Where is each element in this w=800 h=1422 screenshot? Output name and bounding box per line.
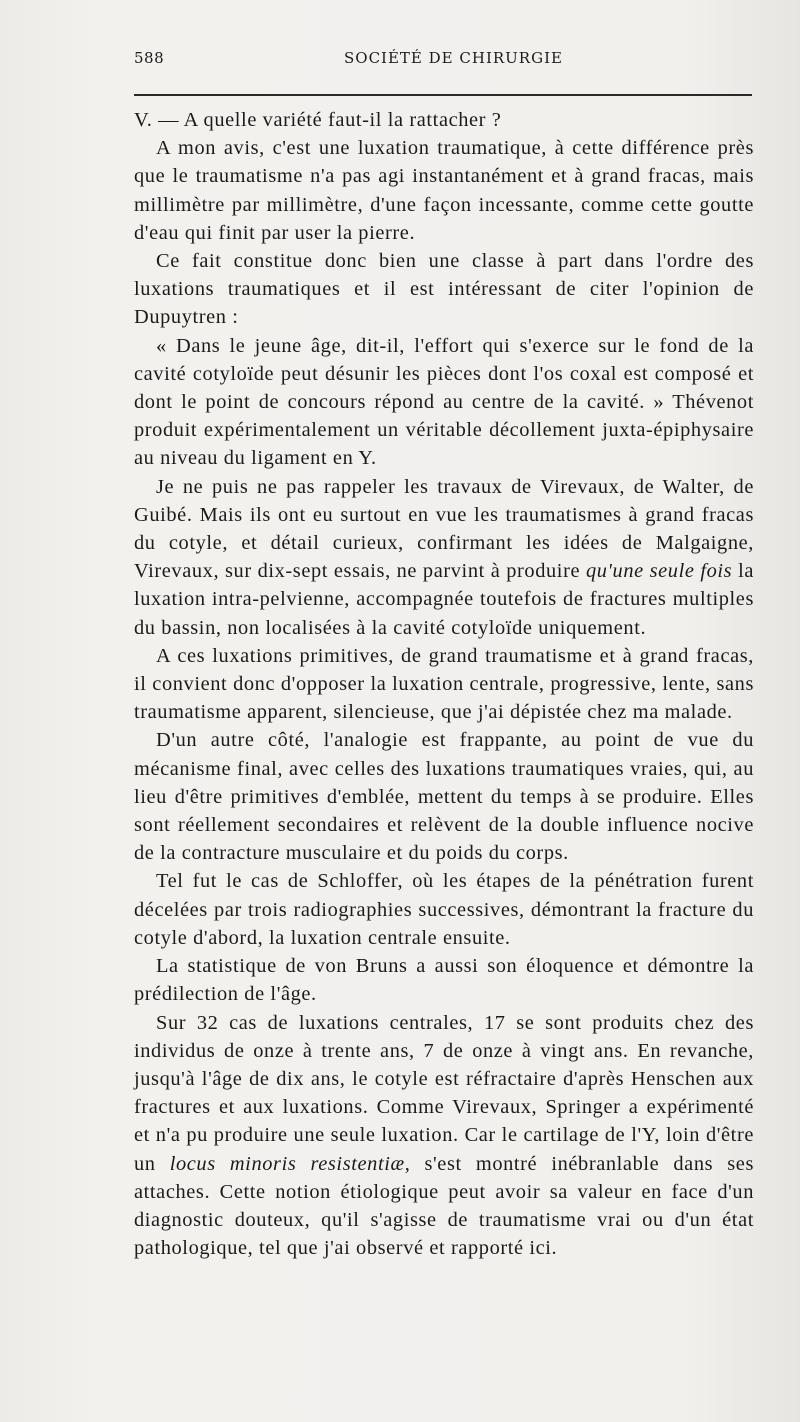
paragraph <box>134 473 754 642</box>
paragraph: La statistique de von Bruns a aussi son éloquence et démontre la prédilection de l'âge. <box>134 955 754 1006</box>
paragraph: « Dans le jeune âge, dit-il, l'effort qui s'exerce sur le fond de la cavité cotyloïde peut désunir les pièces dont l'os coxal est composé et dont le point de concours répond au centre de la cavité. » Thévenot produit expérimentalement un véritable décollement juxta-épiphysaire au niveau du ligament en Y. <box>134 334 754 470</box>
paragraph: Tel fut le cas de Schloffer, où les étapes de la pénétration furent décelées par trois radiographies successives, démontrant la fracture du cotyle d'abord, la luxation centrale ensuite. <box>134 870 754 949</box>
italic-run: locus minoris resistentiæ <box>169 1152 405 1175</box>
body-text <box>134 106 754 1262</box>
paragraph: Ce fait constitue donc bien une classe à part dans l'ordre des luxations traumatiques et il est intéressant de citer l'opinion de Dupuytren : <box>134 250 754 329</box>
text-run: Sur 32 cas de luxations centrales, 17 se sont produits chez des individus de onze à trente ans, 7 de onze à vingt ans. En revanche, jusqu'à l'âge de dix ans, le cotyle est réfractaire d'après Henschen aux fractures et aux luxations. Comme Virevaux, Springer a expérimenté et n'a pu produire une seule luxation. Car le cartilage de l'Y, loin d'être un <box>134 1011 754 1175</box>
paragraph: A ces luxations primitives, de grand traumatisme et à grand fracas, il convient donc d'opposer la luxation centrale, progressive, lente, sans traumatisme apparent, silencieuse, que j'ai dépistée chez ma malade. <box>134 644 754 724</box>
running-head: SOCIÉTÉ DE CHIRURGIE <box>344 49 563 67</box>
header-rule <box>134 94 752 96</box>
page-header <box>134 49 756 77</box>
text-run: la luxation intra-pelvienne, accompagnée toutefois de fractures multiples du bassin, non localisées à la cavité cotyloïde uniquement. <box>134 560 755 639</box>
paragraph: A mon avis, c'est une luxation traumatique, à cette différence près que le traumatisme n'a pas agi instantanément et à grand fracas, mais millimètre par millimètre, d'une façon incessante, comme cette goutte d'eau qui finit par user la pierre. <box>134 137 754 244</box>
italic-run: qu'une seule fois <box>585 560 733 583</box>
text-run: Je ne puis ne pas rappeler les travaux de Virevaux, de Walter, de Guibé. Mais ils ont eu surtout en vue les traumatismes à grand fracas du cotyle, et détail curieux, confirmant les idées de Malgaigne, Virevaux, sur dix-sept essais, ne parvint à produire <box>134 475 754 583</box>
text-run: , s'est montré inébranlable dans ses attaches. Cette notion étiologique peut avoir sa valeur en face d'un diagnostic douteux, qu'il s'agisse de traumatisme vrai ou d'un état pathologique, tel que j'ai observé et rapporté ici. <box>134 1152 754 1260</box>
page-number: 588 <box>134 49 165 67</box>
paragraph: V. — A quelle variété faut-il la rattacher ? <box>134 109 502 131</box>
paragraph <box>134 1009 754 1263</box>
paragraph: D'un autre côté, l'analogie est frappante, au point de vue du mécanisme final, avec celles des luxations traumatiques vraies, qui, au lieu d'être primitives d'emblée, mettent du temps à se produire. Elles sont réellement secondaires et relèvent de la double influence nocive de la contracture musculaire et du poids du corps. <box>134 729 754 865</box>
